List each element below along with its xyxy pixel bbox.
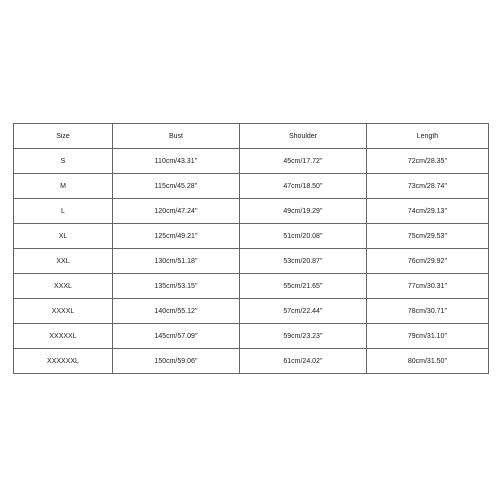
table-row (14, 349, 489, 374)
bust-cell: 140cm/55.12'' (113, 299, 240, 324)
header-length: Length (367, 124, 489, 149)
shoulder-cell: 53cm/20.87'' (240, 249, 367, 274)
size-cell: XXL (14, 249, 113, 274)
size-cell: XXXXXL (14, 324, 113, 349)
length-cell: 77cm/30.31'' (367, 274, 489, 299)
shoulder-cell: 49cm/19.29'' (240, 199, 367, 224)
bust-cell: 115cm/45.28'' (113, 174, 240, 199)
shoulder-cell: 45cm/17.72'' (240, 149, 367, 174)
length-cell: 75cm/29.53'' (367, 224, 489, 249)
length-cell: 73cm/28.74'' (367, 174, 489, 199)
size-cell: XXXL (14, 274, 113, 299)
bust-cell: 130cm/51.18'' (113, 249, 240, 274)
table-row (14, 249, 489, 274)
bust-cell: 145cm/57.09'' (113, 324, 240, 349)
length-cell: 74cm/29.13'' (367, 199, 489, 224)
header-row (14, 124, 489, 149)
table-row (14, 224, 489, 249)
length-cell: 79cm/31.10'' (367, 324, 489, 349)
size-chart-table (13, 123, 489, 374)
shoulder-cell: 59cm/23.23'' (240, 324, 367, 349)
size-cell: XXXXL (14, 299, 113, 324)
size-cell: M (14, 174, 113, 199)
shoulder-cell: 47cm/18.50'' (240, 174, 367, 199)
size-cell: L (14, 199, 113, 224)
shoulder-cell: 57cm/22.44'' (240, 299, 367, 324)
size-cell: XXXXXXL (14, 349, 113, 374)
length-cell: 80cm/31.50'' (367, 349, 489, 374)
bust-cell: 120cm/47.24'' (113, 199, 240, 224)
bust-cell: 150cm/59.06'' (113, 349, 240, 374)
table-row (14, 274, 489, 299)
shoulder-cell: 55cm/21.65'' (240, 274, 367, 299)
header-shoulder: Shoulder (240, 124, 367, 149)
bust-cell: 125cm/49.21'' (113, 224, 240, 249)
length-cell: 78cm/30.71'' (367, 299, 489, 324)
table-row (14, 324, 489, 349)
shoulder-cell: 51cm/20.08'' (240, 224, 367, 249)
length-cell: 76cm/29.92'' (367, 249, 489, 274)
length-cell: 72cm/28.35'' (367, 149, 489, 174)
size-cell: XL (14, 224, 113, 249)
table-row (14, 174, 489, 199)
header-size: Size (14, 124, 113, 149)
header-bust: Bust (113, 124, 240, 149)
shoulder-cell: 61cm/24.02'' (240, 349, 367, 374)
table-row (14, 299, 489, 324)
size-cell: S (14, 149, 113, 174)
bust-cell: 135cm/53.15'' (113, 274, 240, 299)
bust-cell: 110cm/43.31'' (113, 149, 240, 174)
table-row (14, 199, 489, 224)
table-row (14, 149, 489, 174)
